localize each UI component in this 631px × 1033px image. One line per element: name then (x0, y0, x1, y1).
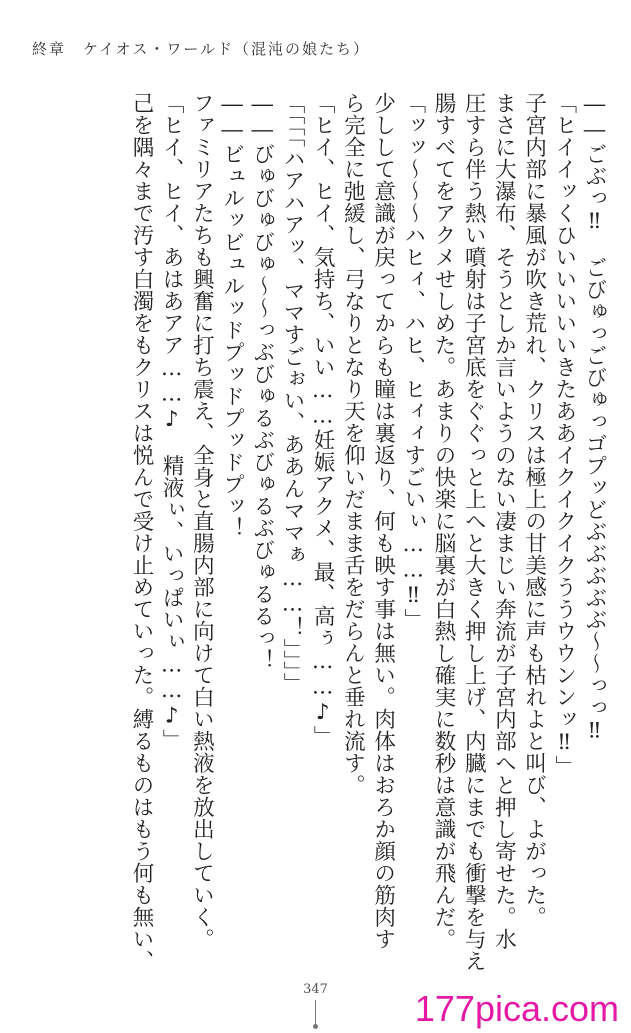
text-line: ――ごぶっ‼ ごびゅっごびゅっゴプッどぶぶぶぶぶ〜〜っっ‼ (582, 92, 607, 744)
text-line: まさに大瀑布、そうとしか言いようのない凄まじい奔流が子宮内部へと押し寄せた。水 (491, 92, 517, 950)
running-title: 終章 ケイオス・ワールド（混沌の娘たち） (32, 40, 371, 58)
text-line: 圧すら伴う熱い噴射は子宮底をぐぐっと上へと大きく押し上げ、内臓にまでも衝撃を与え (461, 92, 487, 972)
watermark: 177pica.com (414, 988, 619, 1029)
text-line: 「ッッ〜〜〜ハヒィ、ハヒ、ヒィィすごいぃ……‼」 (400, 92, 426, 631)
text-line: ファミリアたちも興奮に打ち震え、全身と直腸内部に向けて白い熱液を放出していく。 (189, 92, 215, 950)
text-line: ――ビュルッビュルッドプッドプッドプッ！ (219, 92, 245, 539)
page-number: 347 (303, 982, 328, 997)
page-divider (315, 1000, 316, 1026)
text-line: 子宮内部に暴風が吹き荒れ、クリスは極上の甘美感に声も枯れよと叫び、よがった。 (521, 92, 547, 928)
text-line: 己を隅々まで汚す白濁をもクリスは悦んで受け止めていった。縛るものはもう何も無い、 (128, 92, 154, 972)
text-line: 少しして意識が戻ってからも瞳は裏返り、何も映す事は無い。肉体はおろか顔の筋肉す (370, 92, 396, 950)
vertical-body-text (9, 92, 609, 972)
text-line: ――びゅびゅびゅ〜〜っぶびゅるぶびゅるぶびゅるるっ！ (249, 92, 275, 671)
text-line: 「ヒイ、ヒイ、気持ち、いい……妊娠アクメ、最、高ぅ……♪」 (310, 92, 336, 748)
text-line: ら完全に弛緩し、弓なりとなり天を仰いだまま舌をだらんと垂れ流す。 (340, 92, 366, 796)
text-line: 「ヒイイッくひいいいいいきたああイクイクイクううウウンンッ‼」 (551, 92, 577, 778)
text-line: 腸すべてをアクメせしめた。あまりの快楽に脳裏が白熱し確実に数秒は意識が飛んだ。 (430, 92, 456, 950)
text-line: 「ヒイ、ヒイ、あはあアア……♪ 精液ぃ、いっぱいぃ……♪」 (159, 92, 185, 751)
text-line: 「「「「ハアハアッ、ママすごぉい、ああんママぁ……！」」」」 (279, 92, 305, 695)
